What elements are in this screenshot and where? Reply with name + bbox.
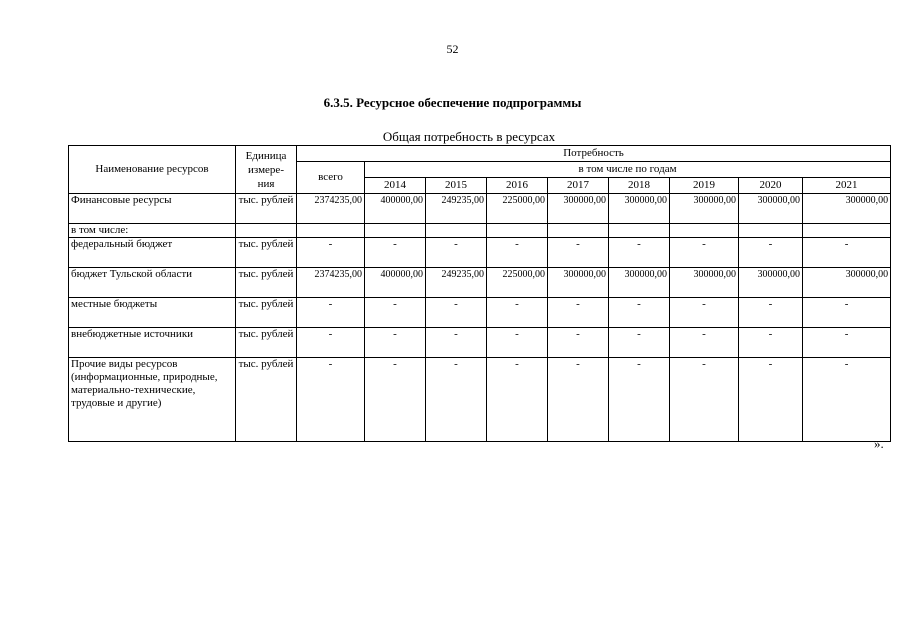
row-value: -: [739, 358, 803, 442]
row-value: -: [487, 358, 548, 442]
row-value: -: [670, 238, 739, 268]
header-unit-line1: Единица: [245, 149, 287, 162]
row-name: Прочие виды ресурсов (информационные, природные, материально-технические, трудовые и другие): [69, 358, 236, 442]
row-total: -: [297, 328, 365, 358]
header-year: 2016: [487, 178, 548, 194]
row-value: -: [609, 298, 670, 328]
row-total: -: [297, 238, 365, 268]
row-value: -: [548, 238, 609, 268]
header-resource-name: Наименование ресурсов: [69, 146, 236, 194]
header-year: 2014: [365, 178, 426, 194]
empty-cell: [609, 224, 670, 238]
row-value: 300000,00: [803, 268, 891, 298]
row-value: -: [548, 298, 609, 328]
row-value: -: [670, 328, 739, 358]
row-value: 300000,00: [739, 194, 803, 224]
row-value: -: [365, 328, 426, 358]
header-year: 2017: [548, 178, 609, 194]
row-value: -: [426, 358, 487, 442]
row-value: -: [365, 358, 426, 442]
header-year: 2019: [670, 178, 739, 194]
row-value: -: [739, 298, 803, 328]
row-value: 300000,00: [548, 268, 609, 298]
header-year: 2021: [803, 178, 891, 194]
table-row: [69, 238, 891, 268]
row-value: -: [365, 298, 426, 328]
row-name: федеральный бюджет: [69, 238, 236, 268]
row-value: 400000,00: [365, 194, 426, 224]
section-title: 6.3.5. Ресурсное обеспечение подпрограммы: [323, 95, 582, 110]
header-year: 2018: [609, 178, 670, 194]
row-value: 300000,00: [803, 194, 891, 224]
header-by-years: в том числе по годам: [365, 162, 891, 178]
table-row: [69, 224, 891, 238]
row-value: -: [739, 328, 803, 358]
row-value: -: [426, 238, 487, 268]
row-total: 2374235,00: [297, 194, 365, 224]
empty-cell: [426, 224, 487, 238]
row-value: -: [487, 298, 548, 328]
row-total: 2374235,00: [297, 268, 365, 298]
page-number: 52: [446, 42, 459, 56]
header-need: Потребность: [297, 146, 891, 162]
row-value: 300000,00: [548, 194, 609, 224]
row-value: -: [803, 328, 891, 358]
row-value: -: [803, 358, 891, 442]
row-value: -: [426, 328, 487, 358]
row-unit: тыс. рублей: [236, 298, 297, 328]
table-row: [69, 194, 891, 224]
row-total: -: [297, 358, 365, 442]
header-total: всего: [297, 162, 365, 194]
row-value: 300000,00: [739, 268, 803, 298]
row-unit: тыс. рублей: [236, 238, 297, 268]
closing-quote-mark: ».: [874, 436, 884, 451]
row-name: бюджет Тульской области: [69, 268, 236, 298]
row-value: -: [487, 238, 548, 268]
row-value: -: [670, 358, 739, 442]
row-value: -: [609, 238, 670, 268]
table-row: [69, 268, 891, 298]
table-caption: Общая потребность в ресурсах: [382, 129, 556, 144]
row-value: -: [548, 358, 609, 442]
row-value: 300000,00: [670, 194, 739, 224]
row-unit: тыс. рублей: [236, 358, 297, 442]
row-value: -: [803, 298, 891, 328]
row-total: -: [297, 298, 365, 328]
row-value: -: [487, 328, 548, 358]
empty-cell: [739, 224, 803, 238]
header-unit-line3: ния: [257, 177, 275, 190]
row-value: 300000,00: [670, 268, 739, 298]
header-year: 2015: [426, 178, 487, 194]
table-row: [69, 358, 891, 442]
row-value: -: [609, 328, 670, 358]
row-name: местные бюджеты: [69, 298, 236, 328]
row-value: -: [365, 238, 426, 268]
row-name: внебюджетные источники: [69, 328, 236, 358]
row-unit: тыс. рублей: [236, 268, 297, 298]
row-unit: тыс. рублей: [236, 194, 297, 224]
row-value: 400000,00: [365, 268, 426, 298]
resource-table: [68, 145, 891, 442]
header-unit-line2: измере-: [248, 163, 284, 176]
row-name: в том числе:: [69, 224, 236, 238]
row-value: -: [803, 238, 891, 268]
row-unit: тыс. рублей: [236, 328, 297, 358]
row-value: 300000,00: [609, 268, 670, 298]
table-row: [69, 328, 891, 358]
empty-cell: [487, 224, 548, 238]
row-value: -: [609, 358, 670, 442]
header-year: 2020: [739, 178, 803, 194]
row-value: 300000,00: [609, 194, 670, 224]
table-row: [69, 298, 891, 328]
empty-cell: [670, 224, 739, 238]
row-value: 225000,00: [487, 194, 548, 224]
header-unit: [236, 146, 297, 194]
row-name: Финансовые ресурсы: [69, 194, 236, 224]
row-value: 225000,00: [487, 268, 548, 298]
empty-cell: [365, 224, 426, 238]
row-value: 249235,00: [426, 268, 487, 298]
empty-cell: [548, 224, 609, 238]
row-value: -: [739, 238, 803, 268]
empty-cell: [803, 224, 891, 238]
row-value: -: [670, 298, 739, 328]
empty-cell: [297, 224, 365, 238]
empty-cell: [236, 224, 297, 238]
row-value: -: [426, 298, 487, 328]
row-value: -: [548, 328, 609, 358]
row-value: 249235,00: [426, 194, 487, 224]
